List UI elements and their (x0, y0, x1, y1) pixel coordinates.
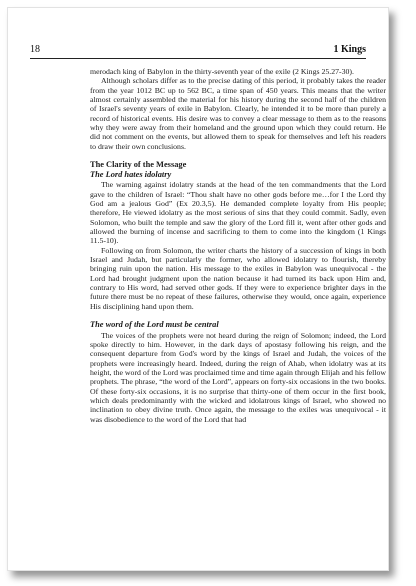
paragraph: The voices of the prophets were not heard during the reign of Solomon; indeed, the Lord spoke directly to him. However, in the dark days of apostasy following his reign, and the consequent departure from God's word by the kings of Israel and Judah, the voices of the prophets were increasingly heard. Indeed, during the reign of Ahab, when idolatry was at its height, the word of the Lord was proclaimed time and time again through Elijah and his fellow prophets. The phrase, “the word of the Lord”, appears on forty-six occasions in the two books. Of these forty-six occasions, it is no surprise that thirty-one of them occur in the first book, which deals predominantly with the wicked and idolatrous kings of Israel, who showed no inclination to obey divine truth. Once again, the message to the exiles was unequivocal - it was disobedience to the word of the Lord that had (90, 330, 386, 424)
paragraph: merodach king of Babylon in the thirty-seventh year of the exile (2 Kings 25.27-30). (90, 67, 354, 76)
page-number: 18 (30, 44, 40, 55)
paragraph: Although scholars differ as to the precise dating of this period, it probably takes the reader from the year 1012 BC up to 562 BC, a time span of 450 years. This means that the writer almost certainly assembled the material for his history during the second half of the children of Israel's seventy years of exile in Babylon. Clearly, he intended it to be more than purely a record of historical events. His desire was to convey a clear message to them as to the reasons why they were away from their homeland and the ground upon which they could return. He did not comment on the events, but allowed them to speak for themselves and left his readers to draw their own conclusions. (90, 76, 386, 151)
body-text (90, 67, 386, 424)
running-title: 1 Kings (333, 44, 366, 55)
paragraph: The warning against idolatry stands at the head of the ten commandments that the Lord gave to the children of Israel: “Thou shalt have no other gods before me…for I the Lord thy God am a jealous God” (Ex 20.3,5). He demanded complete loyalty from His people; therefore, He viewed idolatry as the most serious of sins that they could commit. Sadly, even Solomon, who built the temple and saw the glory of the Lord fill it, went after other gods and allowed the burning of incense and sacrificing to them to come into the kingdom (1 Kings 11.5-10). (90, 180, 386, 246)
subsection-heading: The word of the Lord must be central (90, 320, 219, 330)
page-header (30, 44, 366, 58)
header-rule (30, 58, 366, 59)
book-page (7, 7, 389, 571)
paragraph: Following on from Solomon, the writer charts the history of a succession of kings in both Israel and Judah, but particularly the former, who allowed idolatry to flourish, thereby bringing ruin upon the nation. His message to the exiles in Babylon was unequivocal - the Lord had brought judgment upon the nation because it had turned its back upon Him and, contrary to His word, had served other gods. If they were to experience brighter days in the future there must be no repeat of these failures, otherwise they would, once again, experience His disciplining hand upon them. (90, 245, 386, 311)
subsection-heading: The Lord hates idolatry (90, 169, 172, 179)
section-heading: The Clarity of the Message (90, 160, 187, 170)
